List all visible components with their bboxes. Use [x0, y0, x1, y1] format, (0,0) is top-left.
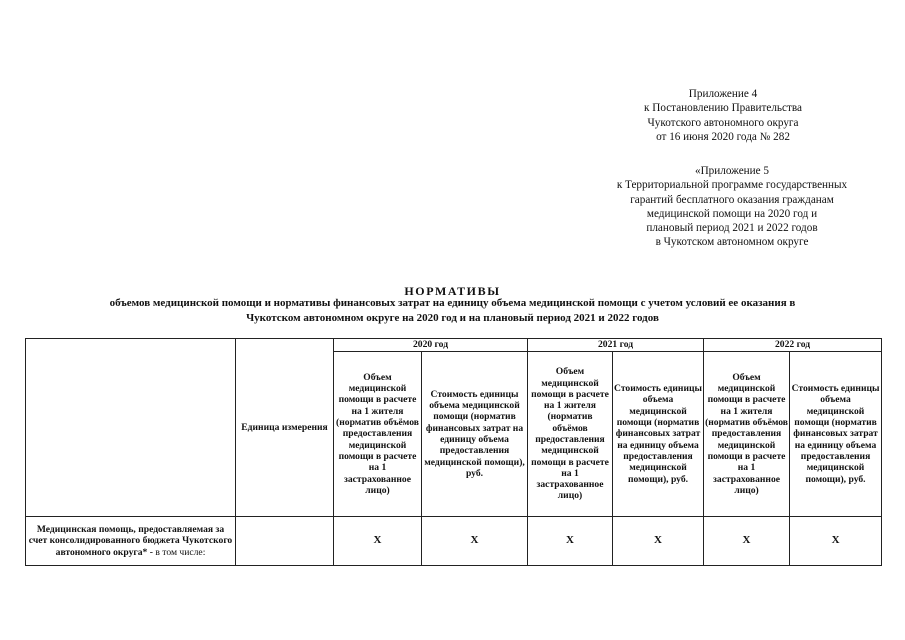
column-header-cost-2022: Стоимость единицы объема медицинской помощи (норматив финансовых затрат на единицу объема предоставления медицинской помощи), руб.	[790, 352, 882, 517]
row-label	[26, 517, 236, 566]
column-header-volume-2021: Объем медицинской помощи в расчете на 1 жителя (норматив объёмов предоставления медицинской помощи в расчете на 1 застрахованное лицо)	[528, 352, 613, 517]
appendix-4-line: Чукотского автономного округа	[647, 116, 799, 129]
table-cell: Х	[334, 517, 422, 566]
appendix-5-line: плановый период 2021 и 2022 годов	[646, 222, 818, 235]
appendix-5-header	[590, 164, 874, 250]
appendix-4-header	[600, 87, 846, 144]
appendix-5-line: к Территориальной программе государственных	[616, 179, 848, 192]
table-cell: Х	[790, 517, 882, 566]
unit-header: Единица измерения	[236, 339, 334, 517]
appendix-5-line: в Чукотском автономном округе	[655, 236, 809, 249]
appendix-5-line: гарантий бесплатного оказания гражданам	[630, 193, 834, 206]
column-header-cost-2020: Стоимость единицы объема медицинской помощи (норматив финансовых затрат на единицу объема предоставления медицинской помощи), руб.	[422, 352, 528, 517]
appendix-4-line: к Постановлению Правительства	[644, 102, 802, 115]
column-header-cost-2021: Стоимость единицы объема медицинской помощи (норматив финансовых затрат на единицу объема предоставления медицинской помощи), руб.	[613, 352, 704, 517]
row-label-bold: Медицинская помощь, предоставляемая за счет консолидированного бюджета Чукотского автономного округа* -	[28, 523, 233, 558]
year-header-2021: 2021 год	[528, 339, 704, 352]
table-cell: Х	[422, 517, 528, 566]
appendix-5-line: «Приложение 5	[694, 165, 770, 177]
table-row	[26, 517, 882, 566]
year-header-2020: 2020 год	[334, 339, 528, 352]
year-header-2022: 2022 год	[704, 339, 882, 352]
row-label-tail: в том числе:	[152, 546, 206, 558]
table-year-row	[26, 339, 882, 352]
appendix-4-line: от 16 июня 2020 года № 282	[656, 130, 790, 143]
norms-table	[25, 338, 882, 566]
column-header-volume-2022: Объем медицинской помощи в расчете на 1 жителя (норматив объёмов предоставления медицинской помощи в расчете на 1 застрахованное лицо)	[704, 352, 790, 517]
appendix-5-line: медицинской помощи на 2020 год и	[646, 207, 818, 220]
table-cell: Х	[704, 517, 790, 566]
document-subtitle	[20, 296, 885, 325]
table-header-blank	[26, 339, 236, 517]
document-title: НОРМАТИВЫ	[404, 284, 501, 298]
column-header-volume-2020: Объем медицинской помощи в расчете на 1 жителя (норматив объёмов предоставления медицинской помощи в расчете на 1 застрахованное лицо)	[334, 352, 422, 517]
table-cell: Х	[613, 517, 704, 566]
row-unit-cell	[236, 517, 334, 566]
subtitle-line: объемов медицинской помощи и нормативы финансовых затрат на единицу объема медицинской помощи с учетом условий ее оказания в	[109, 297, 796, 309]
appendix-4-line: Приложение 4	[688, 88, 758, 100]
table-cell: Х	[528, 517, 613, 566]
subtitle-line: Чукотском автономном округе на 2020 год и на плановый период 2021 и 2022 годов	[246, 311, 659, 324]
